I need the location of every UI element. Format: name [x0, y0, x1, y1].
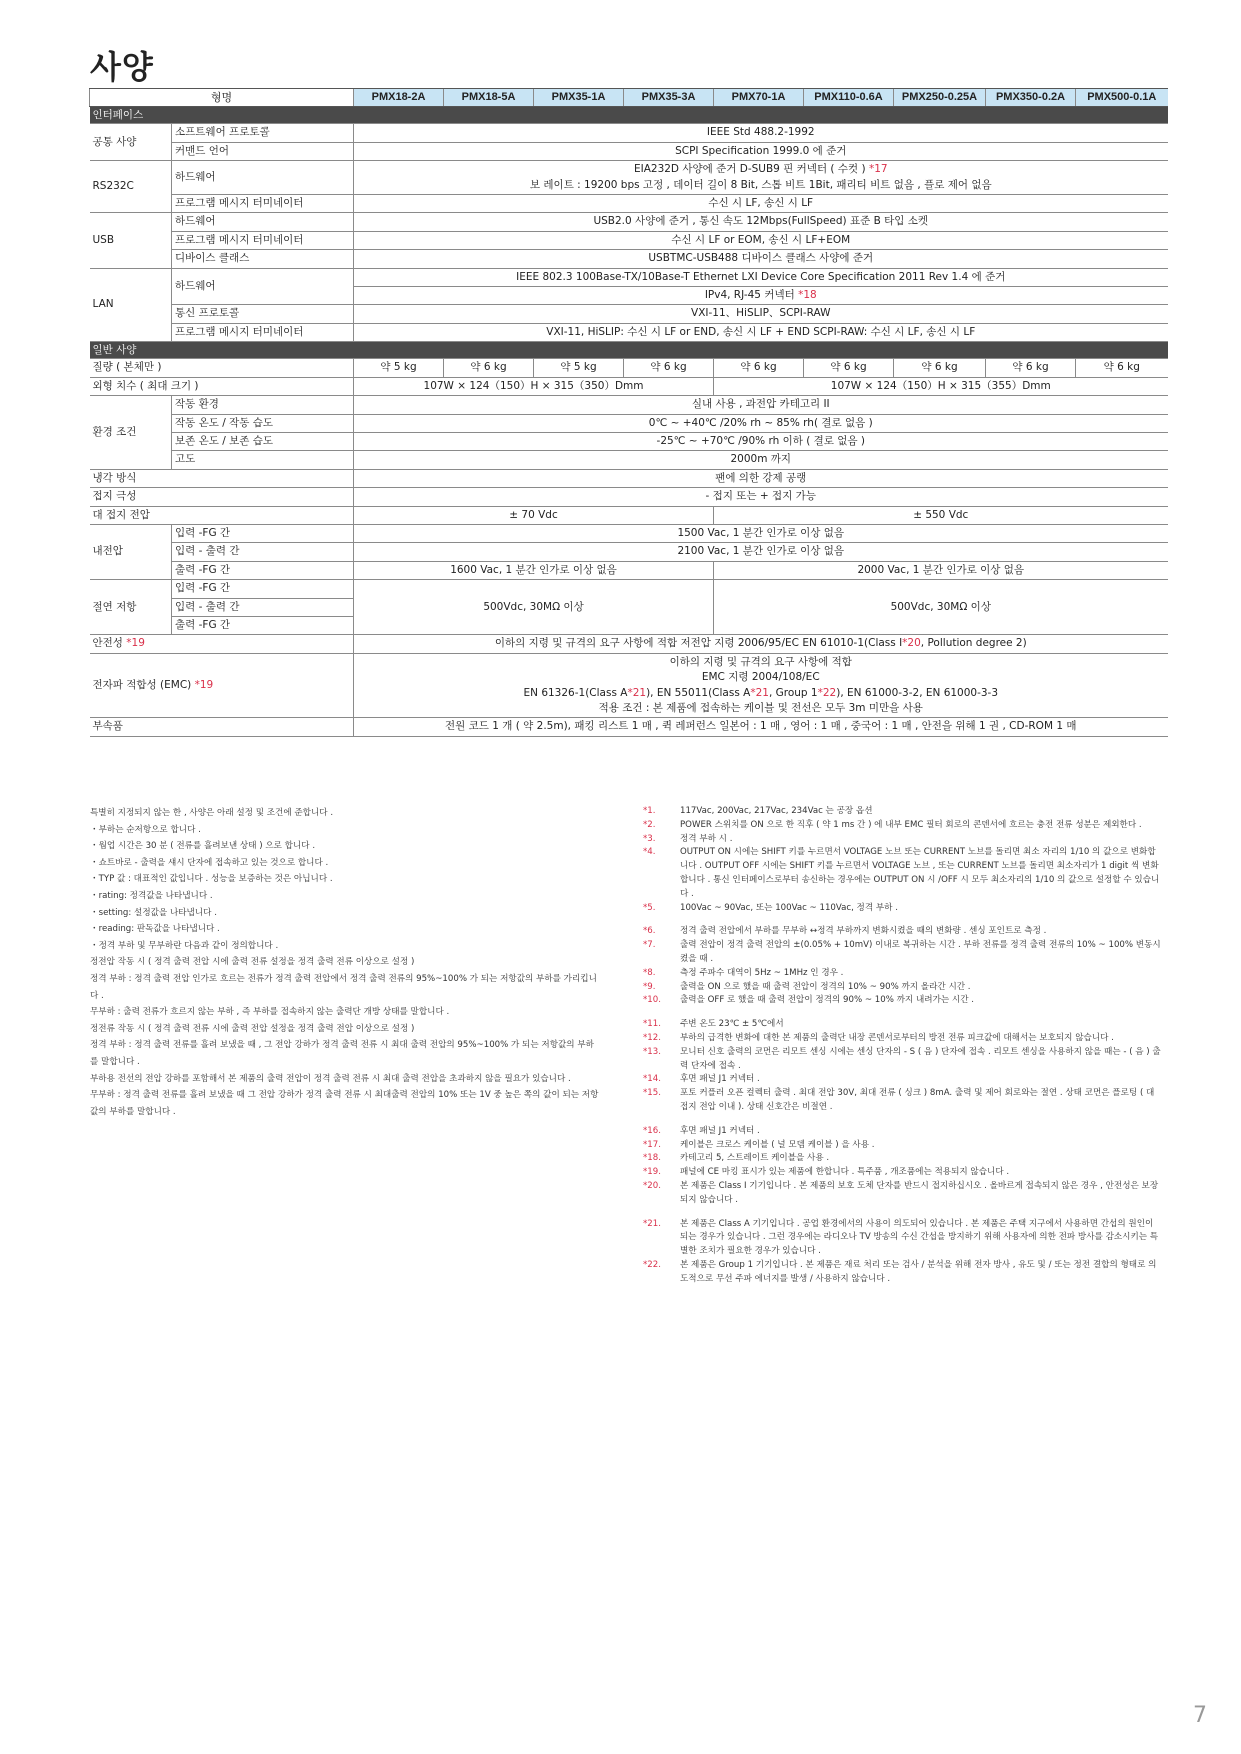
footnote-number: *17. — [643, 1139, 661, 1150]
usb-term-label: 프로그램 메시지 터미네이터 — [172, 231, 354, 249]
footnote-number: *20. — [643, 1180, 661, 1191]
lan-hw-label: 하드웨어 — [172, 268, 354, 305]
withstand-in-fg-value: 1500 Vac, 1 분간 인가로 이상 없음 — [354, 524, 1168, 542]
footnote-item — [643, 1259, 1163, 1287]
model-name: PMX350-0.2A — [986, 89, 1076, 107]
footnote-number: *19. — [643, 1167, 661, 1178]
withstand-in-out-value: 2100 Vac, 1 분간 인가로 이상 없음 — [354, 543, 1168, 561]
withstand-out-fg-value-a: 1600 Vac, 1 분간 인가로 이상 없음 — [354, 561, 714, 579]
footnote-text: 정격 부하 시 . — [680, 833, 733, 844]
footnote-text: 후면 패널 J1 커넥터 . — [680, 1125, 760, 1136]
sw-protocol-value: IEEE Std 488.2-1992 — [354, 124, 1168, 142]
insulation-out-fg-label: 출력 -FG 간 — [172, 616, 354, 634]
footnote-item — [643, 805, 1163, 819]
footnote-number: *10. — [643, 995, 661, 1006]
footnote-text: OUTPUT ON 시에는 SHIFT 키를 누르면서 VOLTAGE 노브 또는 CURRENT 노브를 돌리면 최소 자리의 1/10 의 값으로 변화합니다 . OUTPUT OFF 시에는 SHIFT 키를 누르면서 VOLTAGE 노브 , 또는 CURRENT 노브를 돌리면 최소자리가 1 digit 씩 변화합니다 . 통신 인터페이스로부터 송신하는 경우에는 OUTPUT ON 시 /OFF 시 모두 최소자리의 1/10 의 값으로 설정할 수 있습니다 . — [680, 847, 1160, 899]
footnote-number: *8. — [643, 967, 656, 978]
footnote-item — [643, 939, 1163, 967]
lan-term-label: 프로그램 메시지 터미네이터 — [172, 323, 354, 341]
note-line: 무부하 : 출력 전류가 흐르지 않는 부하 , 즉 부하를 접속하지 않는 출력단 개방 상태를 말합니다 . — [90, 1007, 450, 1018]
note-line: 정격 부하 : 정격 출력 전류를 흘려 보냈을 때 , 그 전압 강하가 정격 출력 전류 시 최대 출력 전압의 95%~100% 가 되는 저항값의 부하를 말합니다 . — [90, 1040, 594, 1067]
polarity-label: 접지 극성 — [90, 488, 354, 506]
footnote-text: 출력 전압이 정격 출력 전압의 ±(0.05% + 10mV) 이내로 복귀하는 시간 . 부하 전류를 정격 출력 전류의 10% ~ 100% 변동시켰을 때 . — [680, 940, 1161, 964]
section-interface: 인터페이스 — [90, 107, 1168, 124]
note-line: ・setting: 설정값을 나타냅니다 . — [90, 907, 217, 918]
withstand-out-fg-value-b: 2000 Vac, 1 분간 인가로 이상 없음 — [714, 561, 1168, 579]
alt-label: 고도 — [172, 451, 354, 469]
footnote-text: POWER 스위치를 ON 으로 한 직후 ( 약 1 ms 간 ) 에 내부 EMC 필터 회로의 콘덴서에 흐르는 충전 전류 성분은 제외한다 . — [680, 819, 1142, 830]
footnote-number: *4. — [643, 847, 656, 858]
withstand-label: 내전압 — [90, 524, 172, 579]
usb-label: USB — [90, 213, 172, 268]
model-name: PMX250-0.25A — [894, 89, 986, 107]
rs232c-hw-value: EIA232D 사양에 준거 D-SUB9 핀 커넥터 ( 수컷 ) *17 보 레이트 : 19200 bps 고정 , 데이터 길이 8 Bit, 스톱 비트 1Bit, 패리티 비트 없음 , 플로 제어 없음 — [354, 161, 1168, 195]
header-row — [90, 89, 1168, 107]
weight-value: 약 6 kg — [624, 359, 714, 377]
footnote-number: *21. — [643, 1218, 661, 1229]
footnote-text: 모니터 신호 출력의 코먼은 리모트 센싱 시에는 센싱 단자의 - S ( 음 ) 단자에 접속 . 리모트 센싱을 사용하지 않을 때는 - ( 음 ) 출력 단자에 접속 . — [680, 1046, 1161, 1071]
st-temp-label: 보존 온도 / 보존 습도 — [172, 432, 354, 450]
footnote-item — [643, 1180, 1163, 1208]
safety-label: 안전성 *19 — [90, 635, 354, 653]
op-temp-label: 작동 온도 / 작동 습도 — [172, 414, 354, 432]
footnote-text: 본 제품은 Class I 기기입니다 . 본 제품의 보호 도체 단자를 반드시 접지하십시오 . 올바르게 접속되지 않은 경우 , 안전성은 보장되지 않습니다 . — [680, 1180, 1159, 1205]
note-line: ・웜업 시간은 30 분 ( 전류를 흘려보낸 상태 ) 으로 합니다 . — [90, 841, 316, 852]
op-env-label: 작동 환경 — [172, 396, 354, 414]
insulation-in-out-label: 입력 - 출력 간 — [172, 598, 354, 616]
usb-dev-label: 디바이스 클래스 — [172, 250, 354, 268]
dims-value-b: 107W × 124（150）H × 315（355）Dmm — [714, 377, 1168, 395]
footnote-number: *13. — [643, 1046, 661, 1057]
footnote-number: *2. — [643, 819, 656, 830]
footnote-text: 출력을 OFF 로 했을 때 출력 전압이 정격의 90% ~ 10% 까지 내려가는 시간 . — [680, 995, 974, 1006]
footnote-text: 케이블은 크로스 케이블 ( 널 모뎀 케이블 ) 을 사용 . — [680, 1139, 875, 1150]
withstand-in-out-label: 입력 - 출력 간 — [172, 543, 354, 561]
footnote-number: *22. — [643, 1259, 661, 1270]
weight-value: 약 6 kg — [1076, 359, 1168, 377]
footnote-item — [643, 981, 1163, 995]
footnote-text: 측정 주파수 대역이 5Hz ~ 1MHz 인 경우 . — [680, 967, 844, 978]
footnote-number: *11. — [643, 1019, 661, 1030]
footnote-item — [643, 1018, 1163, 1032]
footnote-item — [643, 833, 1163, 847]
weight-label: 질량 ( 본체만 ) — [90, 359, 354, 377]
lan-term-value: VXI-11, HiSLIP: 수신 시 LF or END, 송신 시 LF + END SCPI-RAW: 수신 시 LF, 송신 시 LF — [354, 323, 1168, 341]
alt-value: 2000m 까지 — [354, 451, 1168, 469]
rs232c-hw-label: 하드웨어 — [172, 161, 354, 195]
footnote-number: *15. — [643, 1088, 661, 1099]
footnote-item — [643, 1125, 1163, 1139]
footnote-number: *12. — [643, 1032, 661, 1043]
model-name: PMX70-1A — [714, 89, 804, 107]
insulation-in-fg-label: 입력 -FG 간 — [172, 580, 354, 598]
model-name: PMX110-0.6A — [804, 89, 894, 107]
insulation-label: 절연 저항 — [90, 580, 172, 635]
note-line: ・TYP 값 : 대표적인 값입니다 . 성능을 보증하는 것은 아닙니다 . — [90, 874, 333, 885]
accessories-label: 부속품 — [90, 718, 354, 736]
footnote-number: *16. — [643, 1125, 661, 1136]
footnote-text: 포토 커플러 오픈 컬렉터 출력 . 최대 전압 30V, 최대 전류 ( 싱크 ) 8mA. 출력 및 제어 회로와는 절연 . 상태 코먼은 플로팅 ( 대 접지 전압 이내 ). 상태 신호간은 비절연 . — [680, 1088, 1155, 1112]
weight-value: 약 6 kg — [804, 359, 894, 377]
footnotes — [643, 805, 1163, 1287]
ground-v-value-b: ± 550 Vdc — [714, 506, 1168, 524]
lan-hw-value-1: IEEE 802.3 100Base-TX/10Base-T Ethernet LXI Device Core Specification 2011 Rev 1.4 에 준거 — [354, 268, 1168, 286]
weight-value: 약 6 kg — [986, 359, 1076, 377]
footnote-item — [643, 925, 1163, 939]
notes-left — [90, 805, 600, 1120]
footnote-text: 본 제품은 Group 1 기기입니다 . 본 제품은 재료 처리 또는 검사 / 분석을 위해 전자 방사 , 유도 및 / 또는 정전 결합의 형태로 의도적으로 무선 주파 에너지를 발생 / 사용하지 않습니다 . — [680, 1259, 1157, 1284]
weight-value: 약 6 kg — [444, 359, 534, 377]
env-label: 환경 조건 — [90, 396, 172, 470]
footnote-item — [643, 1139, 1163, 1153]
safety-value: 이하의 지령 및 규격의 요구 사항에 적합 저전압 지령 2006/95/EC EN 61010-1(Class I*20, Pollution degree 2) — [354, 635, 1168, 653]
weight-value: 약 5 kg — [354, 359, 444, 377]
common-label: 공통 사양 — [90, 124, 172, 161]
footnote-number: *7. — [643, 940, 656, 951]
lan-label: LAN — [90, 268, 172, 342]
emc-label: 전자파 적합성 (EMC) *19 — [90, 653, 354, 718]
note-line: 정전압 작동 시 ( 정격 출력 전압 시에 출력 전류 설정을 정격 출력 전류 이상으로 설정 ) — [90, 957, 415, 968]
note-line: ・rating: 정격값을 나타냅니다 . — [90, 890, 213, 901]
spec-table — [89, 88, 1168, 737]
model-name: PMX35-3A — [624, 89, 714, 107]
ground-v-value-a: ± 70 Vdc — [354, 506, 714, 524]
footnote-text: 카테고리 5, 스트레이트 케이블을 사용 . — [680, 1153, 830, 1164]
footnote-number: *14. — [643, 1074, 661, 1085]
rs232c-label: RS232C — [90, 161, 172, 213]
weight-value: 약 6 kg — [894, 359, 986, 377]
note-line: 특별히 지정되지 않는 한 , 사양은 아래 설정 및 조건에 준합니다 . — [90, 808, 334, 818]
usb-hw-label: 하드웨어 — [172, 213, 354, 231]
note-line: 정격 부하 : 정격 출력 전압 인가로 흐르는 전류가 정격 출력 전압에서 정격 출력 전류의 95%~100% 가 되는 저항값의 부하를 가리킵니다 . — [90, 973, 597, 1001]
footnote-text: 117Vac, 200Vac, 217Vac, 234Vac 는 공장 옵션 — [680, 806, 873, 816]
usb-hw-value: USB2.0 사양에 준거 , 통신 속도 12Mbps(FullSpeed) 표준 B 타입 소켓 — [354, 213, 1168, 231]
footnote-text: 후면 패널 J1 커넥터 . — [680, 1074, 760, 1085]
cmd-lang-label: 커맨드 언어 — [172, 142, 354, 160]
footnote-item — [643, 1046, 1163, 1074]
dims-value-a: 107W × 124（150）H × 315（350）Dmm — [354, 377, 714, 395]
cooling-value: 팬에 의한 강제 공랭 — [354, 469, 1168, 487]
footnote-item — [643, 1152, 1163, 1166]
lan-proto-value: VXI-11、HiSLIP、SCPI-RAW — [354, 305, 1168, 323]
withstand-out-fg-label: 출력 -FG 간 — [172, 561, 354, 579]
footnote-number: *3. — [643, 833, 656, 844]
note-line: 부하용 전선의 전압 강하를 포함해서 본 제품의 출력 전압이 정격 출력 전류 시 최대 출력 전압을 초과하지 않을 필요가 있습니다 . — [90, 1073, 571, 1084]
op-env-value: 실내 사용 , 과전압 카테고리 II — [354, 396, 1168, 414]
footnote-text: 출력을 ON 으로 했을 때 출력 전압이 정격의 10% ~ 90% 까지 올라간 시간 . — [680, 981, 971, 992]
ground-v-label: 대 접지 전압 — [90, 506, 354, 524]
usb-dev-value: USBTMC-USB488 디바이스 클래스 사양에 준거 — [354, 250, 1168, 268]
model-header-label: 형명 — [90, 89, 354, 107]
model-name: PMX35-1A — [534, 89, 624, 107]
footnote-item — [643, 1032, 1163, 1046]
page-title: 사양 — [90, 48, 154, 86]
footnote-text: 100Vac ~ 90Vac, 또는 100Vac ~ 110Vac, 정격 부하 . — [680, 902, 898, 913]
lan-hw-value-2: IPv4, RJ-45 커넥터 *18 — [354, 287, 1168, 305]
emc-value: 이하의 지령 및 규격의 요구 사항에 적합 EMC 지령 2004/108/EC EN 61326-1(Class A*21), EN 55011(Class A*21, Group 1*22), EN 61000-3-2, EN 61000-3-3 적용 조건 : 본 제품에 접속하는 케이블 및 전선은 모두 3m 미만을 사용 — [354, 653, 1168, 718]
insulation-value-a: 500Vdc, 30MΩ 이상 — [354, 580, 714, 635]
accessories-value: 전원 코드 1 개 ( 약 2.5m), 패킹 리스트 1 매 , 퀵 레퍼런스 일본어 : 1 매 , 영어 : 1 매 , 중국어 : 1 매 , 안전을 위해 1 권 , CD-ROM 1 매 — [354, 718, 1168, 736]
footnote-item — [643, 1087, 1163, 1115]
rs232c-term-label: 프로그램 메시지 터미네이터 — [172, 195, 354, 213]
footnote-item — [643, 819, 1163, 833]
footnote-number: *18. — [643, 1153, 661, 1164]
note-line: ・쇼트바로 - 출력을 섀시 단자에 접속하고 있는 것으로 합니다 . — [90, 857, 329, 868]
rs232c-term-value: 수신 시 LF, 송신 시 LF — [354, 195, 1168, 213]
footnote-item — [643, 967, 1163, 981]
insulation-value-b: 500Vdc, 30MΩ 이상 — [714, 580, 1168, 635]
footnote-number: *1. — [643, 806, 656, 816]
dims-label: 외형 치수 ( 최대 크기 ) — [90, 377, 354, 395]
footnote-number: *5. — [643, 902, 656, 913]
cooling-label: 냉각 방식 — [90, 469, 354, 487]
model-name: PMX500-0.1A — [1076, 89, 1168, 107]
footnote-item — [643, 1073, 1163, 1087]
footnote-item — [643, 902, 1163, 916]
lan-proto-label: 통신 프로토콜 — [172, 305, 354, 323]
note-line: ・정격 부하 및 무부하란 다음과 같이 정의합니다 . — [90, 940, 279, 951]
withstand-in-fg-label: 입력 -FG 간 — [172, 524, 354, 542]
polarity-value: - 접지 또는 + 접지 가능 — [354, 488, 1168, 506]
model-name: PMX18-5A — [444, 89, 534, 107]
op-temp-value: 0℃ ~ +40℃ /20% rh ~ 85% rh( 결로 없음 ) — [354, 414, 1168, 432]
footnote-text: 본 제품은 Class A 기기입니다 . 공업 환경에서의 사용이 의도되어 있습니다 . 본 제품은 주택 지구에서 사용하면 간섭의 원인이 되는 경우가 있습니다 . 그런 경우에는 라디오나 TV 방송의 수신 간섭을 방지하기 위해 사용자에 의한 전파 방사를 감소시키는 특별한 조치가 필요한 경우가 있습니다 . — [680, 1218, 1159, 1257]
footnote-item — [643, 1218, 1163, 1259]
footnote-number: *6. — [643, 926, 656, 937]
note-line: 무부하 : 정격 출력 전류를 흘려 보냈을 때 그 전압 강하가 정격 출력 전류 시 최대출력 전압의 10% 또는 1V 중 높은 쪽의 값이 되는 저항값의 부하를 말합니다 . — [90, 1090, 599, 1117]
footnote-text: 주변 온도 23℃ ± 5℃에서 — [680, 1019, 784, 1030]
footnote-item — [643, 1166, 1163, 1180]
st-temp-value: -25℃ ~ +70℃ /90% rh 이하 ( 결로 없음 ) — [354, 432, 1168, 450]
footnote-item — [643, 994, 1163, 1008]
footnote-text: 패널에 CE 마킹 표시가 있는 제품에 한합니다 . 특주품 , 개조품에는 적용되지 않습니다 . — [680, 1167, 1010, 1178]
section-general: 일반 사양 — [90, 342, 1168, 359]
weight-value: 약 5 kg — [534, 359, 624, 377]
model-name: PMX18-2A — [354, 89, 444, 107]
usb-term-value: 수신 시 LF or EOM, 송신 시 LF+EOM — [354, 231, 1168, 249]
footnote-text: 정격 출력 전압에서 부하를 무부하 ↔정격 부하까지 변화시켰을 때의 변화량 . 센싱 포인트로 측정 . — [680, 926, 1047, 937]
footnote-text: 부하의 급격한 변화에 대한 본 제품의 출력단 내장 콘덴서로부터의 방전 전류 피크값에 대해서는 보호되지 않습니다 . — [680, 1032, 1114, 1043]
note-line: 정전류 작동 시 ( 정격 출력 전류 시에 출력 전압 설정을 정격 출력 전압 이상으로 설정 ) — [90, 1023, 415, 1034]
sw-protocol-label: 소프트웨어 프로토콜 — [172, 124, 354, 142]
weight-value: 약 6 kg — [714, 359, 804, 377]
note-line: ・부하는 순저항으로 합니다 . — [90, 824, 201, 835]
footnote-number: *9. — [643, 981, 656, 992]
page-number: 7 — [1193, 1703, 1207, 1728]
cmd-lang-value: SCPI Specification 1999.0 에 준거 — [354, 142, 1168, 160]
note-line: ・reading: 판독값을 나타냅니다 . — [90, 924, 220, 935]
footnote-item — [643, 846, 1163, 901]
